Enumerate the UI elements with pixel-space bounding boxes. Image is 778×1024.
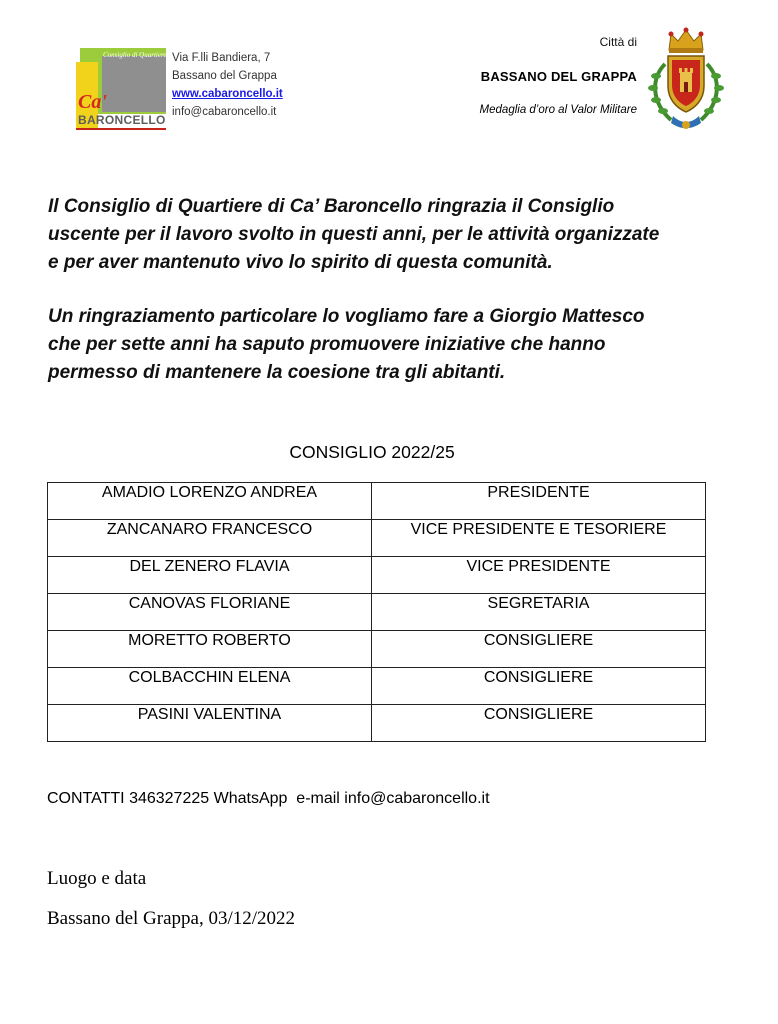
address-block — [172, 49, 283, 121]
member-name: ZANCANARO FRANCESCO — [48, 520, 372, 557]
logo-underline — [76, 128, 166, 130]
address-street: Via F.lli Bandiera, 7 — [172, 52, 271, 64]
member-role: VICE PRESIDENTE — [372, 557, 706, 594]
thanks-line-3: e per aver mantenuto vivo lo spirito di questa comunità. — [48, 252, 553, 273]
table-row — [48, 594, 706, 631]
logo-brand-name: BARONCELLO — [78, 113, 166, 127]
council-title: CONSIGLIO 2022/25 — [289, 442, 455, 462]
logo-title: Consiglio di Quartiere — [103, 51, 167, 59]
website-link[interactable]: www.cabaroncello.it — [172, 88, 283, 100]
member-name: MORETTO ROBERTO — [48, 631, 372, 668]
member-role: VICE PRESIDENTE E TESORIERE — [372, 520, 706, 557]
table-row — [48, 705, 706, 742]
special-thanks-line-2: che per sette anni ha saputo promuovere iniziative che hanno — [48, 334, 606, 355]
council-table — [47, 482, 706, 742]
thanks-paragraph — [48, 193, 738, 277]
place-and-date-value: Bassano del Grappa, 03/12/2022 — [47, 908, 296, 929]
member-role: CONSIGLIERE — [372, 631, 706, 668]
member-name: DEL ZENERO FLAVIA — [48, 557, 372, 594]
medal-label: Medaglia d’oro al Valor Militare — [479, 104, 637, 116]
contacts-line: CONTATTI 346327225 WhatsApp e-mail info@cabaroncello.it — [47, 790, 490, 807]
logo-gray-block — [102, 56, 166, 112]
place-and-date-label: Luogo e data — [47, 868, 147, 889]
citta-di-label: Città di — [599, 35, 637, 49]
table-row — [48, 668, 706, 705]
member-role: CONSIGLIERE — [372, 705, 706, 742]
member-role: SEGRETARIA — [372, 594, 706, 631]
thanks-line-1: Il Consiglio di Quartiere di Ca’ Baroncello ringrazia il Consiglio — [48, 196, 615, 217]
logo-ca: Ca' — [78, 91, 107, 113]
member-role: PRESIDENTE — [372, 483, 706, 520]
thanks-line-2: uscente per il lavoro svolto in questi anni, per le attività organizzate — [48, 224, 660, 245]
special-thanks-line-1: Un ringraziamento particolare lo vogliamo fare a Giorgio Mattesco — [48, 306, 645, 327]
table-row — [48, 557, 706, 594]
address-city: Bassano del Grappa — [172, 70, 277, 82]
email-text: info@cabaroncello.it — [172, 106, 277, 118]
member-role: CONSIGLIERE — [372, 668, 706, 705]
special-thanks-line-3: permesso di mantenere la coesione tra gli abitanti. — [48, 362, 506, 383]
member-name: AMADIO LORENZO ANDREA — [48, 483, 372, 520]
member-name: PASINI VALENTINA — [48, 705, 372, 742]
table-row — [48, 483, 706, 520]
city-name: BASSANO DEL GRAPPA — [480, 69, 637, 84]
cabaroncello-logo — [76, 48, 166, 132]
table-row — [48, 631, 706, 668]
coat-of-arms-icon — [645, 24, 727, 134]
table-row — [48, 520, 706, 557]
member-name: COLBACCHIN ELENA — [48, 668, 372, 705]
special-thanks-paragraph — [48, 303, 738, 387]
city-heading — [480, 35, 637, 116]
member-name: CANOVAS FLORIANE — [48, 594, 372, 631]
